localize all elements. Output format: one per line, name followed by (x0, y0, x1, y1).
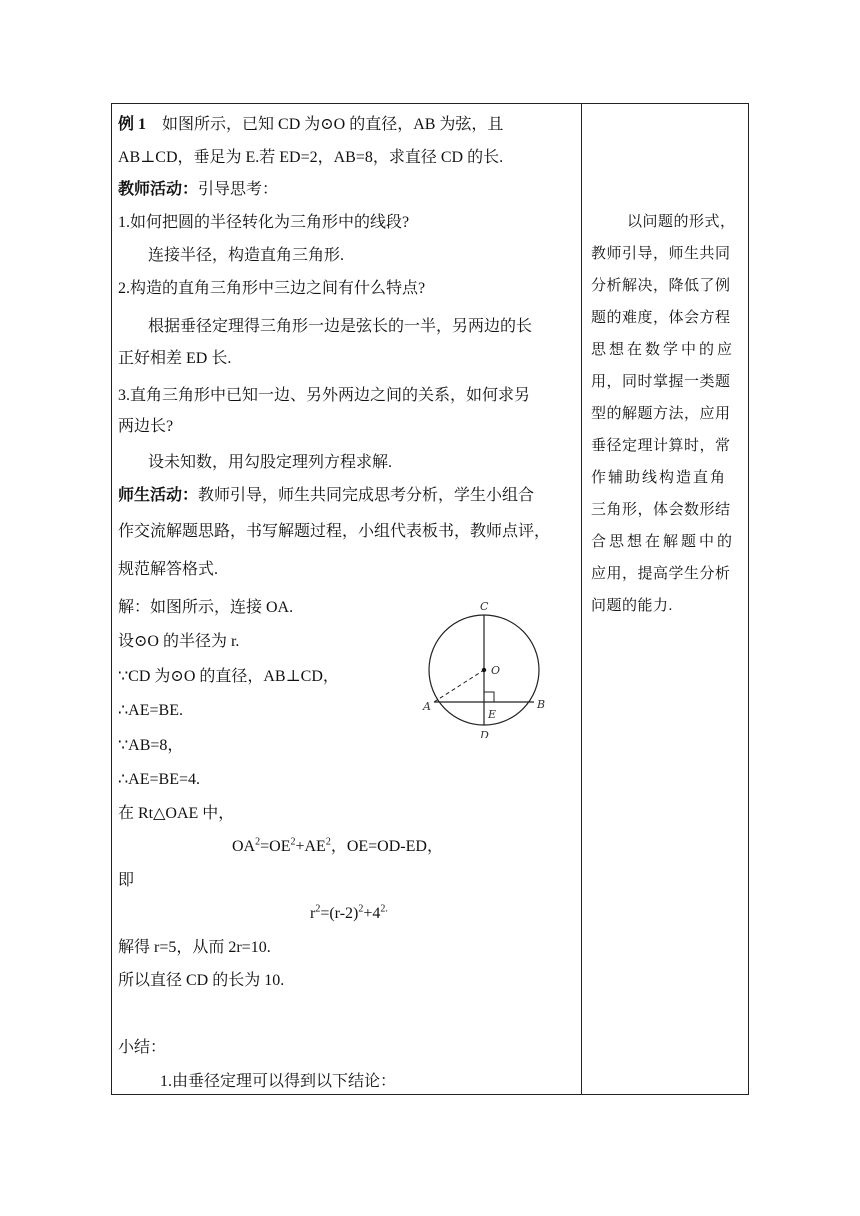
eq2-part: =(r-2) (320, 905, 359, 922)
teacher-student-text: 教师引导，师生共同完成思考分析，学生小组合 (198, 487, 535, 504)
example-text: 如图所示，已知 CD 为⊙O 的直径，AB 为弦，且 (162, 116, 504, 133)
example-line-1 (118, 115, 503, 135)
summary-heading: 小结： (118, 1039, 167, 1056)
solution-line-1: 解：如图所示，连接 OA. (118, 599, 294, 616)
eq1-part: +AE (295, 838, 326, 855)
answer-1: 连接半径，构造直角三角形. (148, 247, 345, 264)
teacher-student-line-1 (118, 486, 534, 506)
solution-line-7: 在 Rt△OAE 中， (118, 805, 235, 822)
center-point (482, 668, 486, 672)
example-line-2: AB⊥CD，垂足为 E.若 ED=2，AB=8，求直径 CD 的长. (118, 149, 504, 166)
note-line: 题的难度，体会方程 (591, 310, 731, 326)
answer-2-line-1: 根据垂径定理得三角形一边是弦长的一半，另两边的长 (148, 318, 533, 335)
label-e: E (488, 708, 497, 721)
eq2-sup: 2 (315, 903, 321, 915)
teacher-student-label: 师生活动： (118, 487, 199, 504)
question-3-line-2: 两边长? (118, 418, 174, 435)
teacher-activity-label: 教师活动： (118, 181, 199, 198)
equation-2 (310, 904, 388, 924)
answer-2-line-2: 正好相差 ED 长. (118, 350, 232, 367)
solution-line-8: 解得 r=5，从而 2r=10. (118, 939, 271, 956)
eq1-part: =OE (260, 838, 291, 855)
question-3-line-1: 3.直角三角形中已知一边、另外两边之间的关系，如何求另 (118, 387, 531, 404)
eq1-sup: 2 (325, 836, 331, 848)
eq1-part: OA (232, 838, 256, 855)
note-line: 教师引导，师生共同 (591, 246, 731, 262)
eq2-part: r (310, 905, 316, 922)
eq2-part: +4 (363, 905, 381, 922)
example-label: 例 1 (118, 116, 147, 133)
eq2-sup: 2 (358, 903, 364, 915)
label-b: B (537, 698, 546, 711)
radius-oa (434, 670, 484, 702)
question-1: 1.如何把圆的半径转化为三角形中的线段? (118, 214, 410, 231)
circle-diagram (420, 596, 560, 738)
namely-word: 即 (118, 872, 135, 889)
note-line: 分析解决，降低了例 (591, 278, 731, 294)
right-angle-mark (484, 692, 494, 702)
solution-line-5: ∵AB=8， (118, 737, 184, 754)
teacher-student-line-3: 规范解答格式. (118, 561, 219, 578)
label-a: A (423, 700, 431, 713)
eq1-sup: 2 (290, 836, 296, 848)
note-line: 型的解题方法，应用 (591, 406, 731, 422)
note-line: 作辅助线构造直角 (591, 470, 728, 486)
note-line: 思想在数学中的应 (591, 342, 736, 358)
column-divider (581, 104, 582, 1094)
note-line: 以问题的形式， (627, 214, 736, 230)
eq1-sup: 2 (255, 836, 261, 848)
solution-line-6: ∴AE=BE=4. (118, 771, 200, 788)
label-o: O (491, 664, 501, 677)
label-d: D (480, 729, 489, 738)
note-line: 问题的能力. (591, 598, 673, 614)
answer-3: 设未知数，用勾股定理列方程求解. (148, 454, 393, 471)
solution-line-4: ∴AE=BE. (118, 702, 183, 719)
eq1-part: ，OE=OD-ED， (330, 838, 443, 855)
equation-1 (232, 837, 443, 857)
note-line: 用，同时掌握一类题 (591, 374, 731, 390)
teacher-activity-line (118, 180, 278, 200)
note-line: 三角形，体会数形结 (591, 502, 731, 518)
note-line: 合思想在解题中的 (591, 534, 736, 550)
solution-line-9: 所以直径 CD 的长为 10. (118, 972, 285, 989)
lesson-table (111, 103, 749, 1095)
note-line: 垂径定理计算时，常 (591, 438, 731, 454)
summary-item-1: 1.由垂径定理可以得到以下结论： (160, 1073, 397, 1090)
solution-line-3: ∵CD 为⊙O 的直径，AB⊥CD， (118, 668, 339, 685)
question-2: 2.构造的直角三角形中三边之间有什么特点? (118, 280, 426, 297)
eq2-sup: 2. (380, 903, 388, 915)
teacher-activity-text: 引导思考： (198, 181, 279, 198)
teacher-student-line-2: 作交流解题思路，书写解题过程，小组代表板书，教师点评， (118, 523, 551, 540)
note-line: 应用，提高学生分析 (591, 566, 731, 582)
label-c: C (480, 600, 489, 613)
solution-line-2: 设⊙O 的半径为 r. (118, 633, 240, 650)
